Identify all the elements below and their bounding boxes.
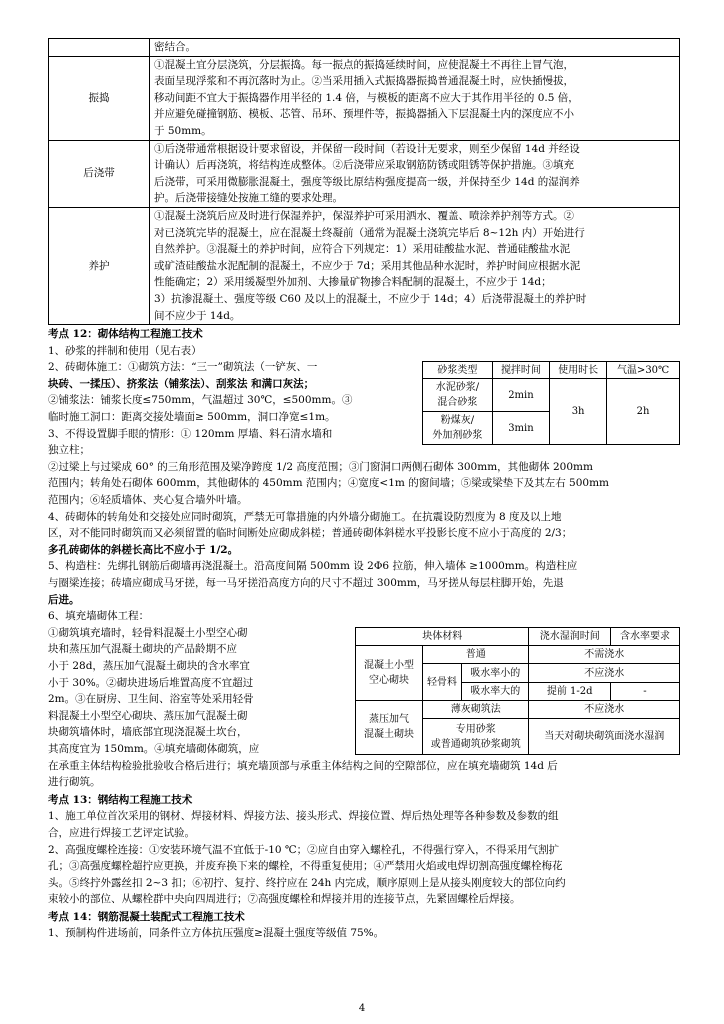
- hot-time-cell: 2h: [607, 379, 680, 445]
- line: 其高度宜为 150mm。④填充墙砌体砌筑，应: [48, 742, 260, 755]
- line: 多孔砖砌体的斜槎长高比不应小于 1/2。: [48, 543, 239, 556]
- line: 2、砖砌体施工：①砌筑方法：“三一”砌筑法（一铲灰、一: [48, 361, 318, 374]
- group-cell: [356, 700, 423, 754]
- type-cell: [423, 719, 529, 755]
- infill-text: [48, 625, 348, 758]
- value-cell: 当天对砌块砌筑面浇水湿润: [529, 719, 680, 755]
- line: 性能确定；2）采用缓凝型外加剂、大掺量矿物掺合料配制的混凝土，不应少于 14d；: [154, 276, 552, 289]
- line: 1、施工单位首次采用的钢材、焊接材料、焊接方法、接头形式、焊接位置、焊后热处理等各种参数及参数的组: [48, 810, 559, 823]
- line: 移动间距不宜大于振捣器作用半径的 1.4 倍，与模板的距离不应大于其作用半径的 0.5 倍，: [154, 91, 579, 104]
- line: 小于 30%。②砌块进场后堆置高度不宜超过: [48, 676, 254, 689]
- label-post-pour-strip: 后浇带: [49, 140, 150, 207]
- line: 2、高强度螺栓连接：①安装环境气温不宜低于-10 ℃；②应自由穿入螺栓孔，不得强行穿入，不得采用气割扩: [48, 843, 560, 856]
- cell-text: 水泥砂浆/: [435, 382, 480, 394]
- mortar-type-cell: [423, 412, 493, 445]
- vibrate-text: [150, 56, 680, 140]
- line: 5、构造柱：先绑扎钢筋后砌墙再浇混凝土。沿高度间隔 500mm 设 2Φ6 拉筋，伸入墙体 ≥1000mm。构造柱应: [48, 560, 578, 573]
- line: 范围内；转角处石砌体 600mm，其他砌体的 450mm 范围内；④宽度<1m 的窗间墙；⑤梁或梁垫下及其左右 500mm: [48, 477, 609, 490]
- line: ①砌筑填充墙时，轻骨料混凝土小型空心砌: [48, 626, 248, 639]
- kp12-title: 考点 12：砌体结构工程施工技术: [48, 328, 203, 341]
- cell-text: 粉煤灰/: [440, 415, 475, 427]
- line: 6、填充墙砌体工程：: [48, 610, 150, 623]
- line: 料混凝土小型空心砌块、蒸压加气混凝土砌: [48, 709, 248, 722]
- type-cell: 轻骨料: [423, 664, 462, 701]
- kp12-brick-text: [48, 359, 420, 459]
- line: 进行砌筑。: [48, 776, 101, 789]
- kp14-title: 考点 14：钢筋混凝土装配式工程施工技术: [48, 910, 245, 923]
- line: ①后浇带通常根据设计要求留设，并保留一段时间（若设计无要求，则至少保留 14d 并经设: [154, 142, 580, 155]
- line: 或矿渣硅酸盐水泥配制的混凝土，不应少于 7d；采用其他品种水泥时，养护时间应根据水泥: [154, 259, 581, 272]
- cell-text: 混凝土小型: [364, 660, 414, 672]
- value-cell: 提前 1-2d: [529, 682, 611, 700]
- line: 后进。: [48, 593, 80, 606]
- mix-time-cell: 2min: [492, 379, 549, 412]
- row0-text: 密结合。: [150, 39, 680, 57]
- line: 独立柱；: [48, 444, 90, 457]
- line: 间不应少于 14d。: [154, 309, 241, 322]
- page: [48, 38, 680, 942]
- line: 头。⑤终拧外露丝扣 2~3 扣；⑥初拧、复拧、终拧应在 24h 内完成，顺序原则上是从接头刚度较大的部位向约: [48, 876, 566, 889]
- value-cell: 不应浇水: [529, 664, 680, 682]
- cell-text: 空心砌块: [369, 675, 409, 687]
- header-cell: 气温>30℃: [607, 362, 680, 379]
- line: 在承重主体结构检验批验收合格后进行；填充墙顶部与承重主体结构之间的空隙部位，应在填充墙砌筑 14d 后: [48, 759, 558, 772]
- line: 后浇带，可采用微膨胀混凝土，强度等级比原结构强度提高一级，并保持至少 14d 的湿润养: [154, 175, 580, 188]
- line: 并应避免碰撞钢筋、模板、芯管、吊环、预埋件等，振捣器插入下层混凝土内的深度应不小: [154, 108, 574, 121]
- header-cell: 含水率要求: [610, 627, 679, 645]
- line: 对已浇筑完毕的混凝土，应在混凝土终凝前（通常为混凝土浇筑完毕后 8~12h 内）开始进行: [154, 226, 585, 239]
- line: 区，对不能同时砌筑而又必须留置的临时间断处应砌成斜槎；普通砖砌体斜槎水平投影长度不应小于高度的 2/3；: [48, 527, 573, 540]
- type-cell: 薄灰砌筑法: [423, 700, 529, 718]
- header-cell: 块体材料: [356, 627, 529, 645]
- line: 3）抗渗混凝土、强度等级 C60 及以上的混凝土，不应少于 14d；4）后浇带混凝土的养护时: [154, 292, 587, 305]
- header-cell: 使用时长: [550, 362, 607, 379]
- line: 临时施工洞口：距离交接处墙面≥ 500mm，洞口净宽≤1m。: [48, 411, 336, 424]
- cell-text: 蒸压加气: [369, 714, 409, 726]
- cell-text: 或普通砌筑砂浆砌筑: [430, 738, 521, 750]
- line: 自然养护。③混凝土的养护时间，应符合下列规定：1）采用硅酸盐水泥、普通硅酸盐水泥: [154, 243, 571, 256]
- cell-text: 外加剂砂浆: [432, 430, 483, 442]
- line: ①混凝土浇筑后应及时进行保湿养护，保湿养护可采用洒水、覆盖、喷涂养护剂等方式。②: [154, 209, 574, 222]
- cell-text: 混凝土砌块: [364, 729, 414, 741]
- value-cell: -: [610, 682, 679, 700]
- label-vibrate: 振捣: [49, 56, 150, 140]
- line: ②过梁上与过梁成 60° 的三角形范围及梁净跨度 1/2 高度范围；③门窗洞口两侧石砌体 300mm，其他砌体 200mm: [48, 460, 593, 473]
- line: 1、预制构件进场前，同条件立方体抗压强度≥混凝土强度等级值 75%。: [48, 927, 385, 940]
- line: 护。后浇带接缝处按施工缝的要求处理。: [154, 192, 343, 205]
- line: 4、砖砌体的转角处和交接处应同时砌筑，严禁无可靠措施的内外墙分砌施工。在抗震设防烈度为 8 度及以上地: [48, 510, 562, 523]
- line: 块砖、一揉压）、挤浆法（铺浆法）、刮浆法 和满口灰法；: [48, 377, 315, 390]
- post-pour-text: [150, 140, 680, 207]
- kp13-title: 考点 13：钢结构工程施工技术: [48, 793, 193, 806]
- type-cell: 吸水率小的: [462, 664, 529, 682]
- header-cell: 浇水湿润时间: [529, 627, 611, 645]
- top-table: [48, 38, 680, 325]
- mortar-type-cell: [423, 379, 493, 412]
- line: 与圈梁连接；砖墙应砌成马牙搓，每一马牙搓沿高度方向的尺寸不超过 300mm，马牙搓从每层柱脚开始，先退: [48, 577, 564, 589]
- line: 块砌筑墙体时，墙底部宜现浇混凝土坎台，: [48, 726, 248, 739]
- line: 束较小的部位、从螺栓群中央向四周进行；⑦高强度螺栓和焊接并用的连接节点，先紧固螺栓后焊接。: [48, 893, 521, 906]
- line: 孔；③高强度螺栓超拧应更换，并废弃换下来的螺栓，不得重复使用；④严禁用火焰或电焊切割高强度螺栓梅花: [48, 860, 563, 873]
- mix-time-cell: 3min: [492, 412, 549, 445]
- line: ①混凝土宜分层浇筑，分层振捣。每一振点的振捣延续时间，应使混凝土不再往上冒气泡，: [154, 58, 574, 71]
- line: 表面呈现浮浆和不再沉落时为止。②当采用插入式振捣器振捣普通混凝土时，应快插慢拔，: [154, 75, 574, 88]
- value-cell: 不应浇水: [529, 700, 680, 718]
- block-table: [355, 627, 680, 755]
- curing-text: [150, 207, 680, 324]
- page-number: 4: [358, 1003, 366, 1014]
- mortar-table: [422, 361, 680, 445]
- use-time-cell: 3h: [550, 379, 607, 445]
- line: 块和蒸压加气混凝土砌块的产品龄期不应: [48, 643, 237, 656]
- header-cell: 砂浆类型: [423, 362, 493, 379]
- kp12-l1: 1、砂浆的拌制和使用（见右表）: [48, 344, 202, 357]
- cell-text: 专用砂浆: [455, 723, 496, 735]
- line: 小于 28d，蒸压加气混凝土砌块的含水率宜: [48, 659, 250, 672]
- line: ②铺浆法：铺浆长度≤750mm，气温超过 30℃，≤500mm。③: [48, 394, 353, 407]
- line: 于 50mm。: [154, 124, 212, 137]
- line: 计确认）后再浇筑，将结构连成整体。②后浇带应采取钢筋防锈或阻锈等保护措施。③填充: [154, 159, 574, 172]
- line: 2m。③在厨房、卫生间、浴室等处采用轻骨: [48, 693, 254, 706]
- group-cell: [356, 646, 423, 701]
- line: 3、不得设置脚手眼的情形：① 120mm 厚墙、料石清水墙和: [48, 427, 333, 440]
- line: 合，应进行焊接工艺评定试验。: [48, 826, 195, 839]
- value-cell: 不需浇水: [529, 646, 680, 664]
- line: 范围内；⑥轻质墙体、夹心复合墙外叶墙。: [48, 494, 248, 507]
- label-curing: 养护: [49, 207, 150, 324]
- header-cell: 搅拌时间: [492, 362, 549, 379]
- type-cell: 普通: [423, 646, 529, 664]
- cell-text: 混合砂浆: [437, 397, 478, 409]
- type-cell: 吸水率大的: [462, 682, 529, 700]
